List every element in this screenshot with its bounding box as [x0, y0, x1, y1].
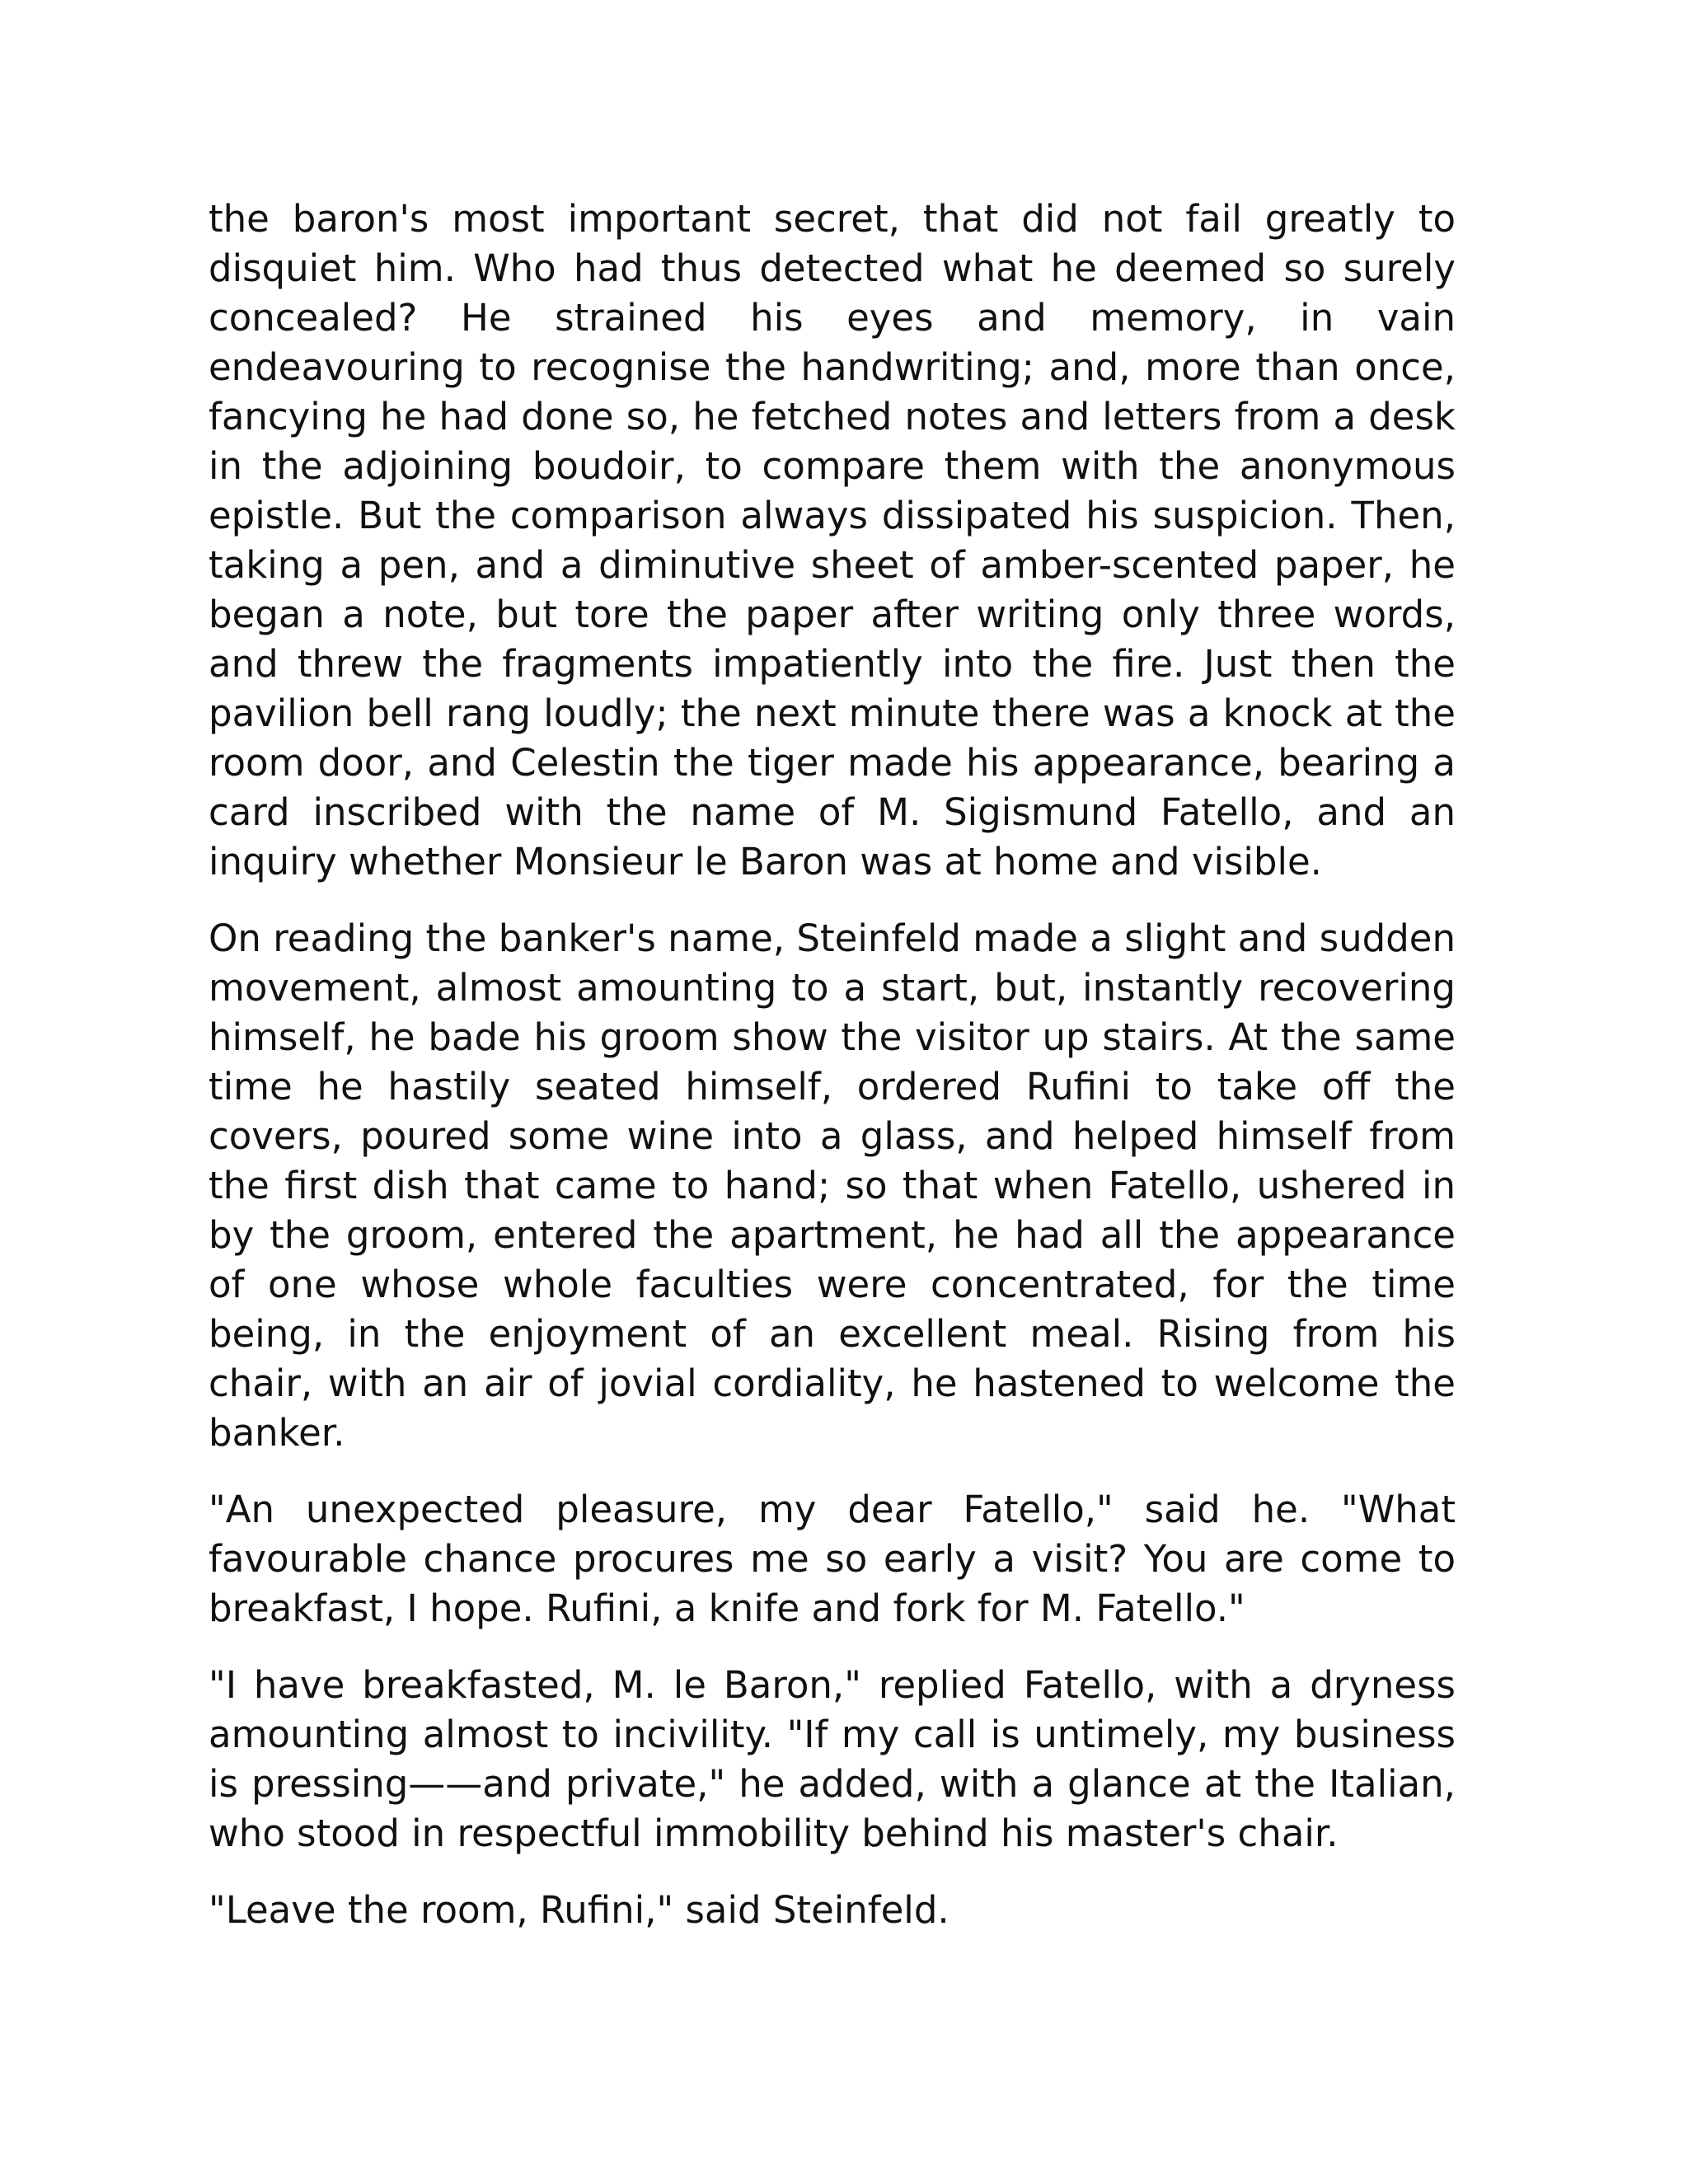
paragraph: the baron's most important secret, that did not fail greatly to disquiet him. Who had thus detected what he deemed so surely concealed? He strained his eyes and memory, in vain endeavouring to recognise the handwriting; and, more than once, fancying he had done so, he fetched notes and letters from a desk in the adjoining boudoir, to compare them with the anonymous epistle. But the comparison always dissipated his suspicion. Then, taking a pen, and a diminutive sheet of amber-scented paper, he began a note, but tore the paper after writing only three words, and threw the fragments impatiently into the fire. Just then the pavilion bell rang loudly; the next minute there was a knock at the room door, and Celestin the tiger made his appearance, bearing a card inscribed with the name of M. Sigismund Fatello, and an inquiry whether Monsieur le Baron was at home and visible.	[209, 197, 1456, 883]
paragraph: "I have breakfasted, M. le Baron," replied Fatello, with a dryness amounting almost to incivility. "If my call is untimely, my business is pressing——and private," he added, with a glance at the Italian, who stood in respectful immobility behind his master's chair.	[209, 1663, 1456, 1855]
paragraph: "Leave the room, Rufini," said Steinfeld.	[209, 1888, 950, 1932]
paragraph: On reading the banker's name, Steinfeld made a slight and sudden movement, almost amounting to a start, but, instantly recovering himself, he bade his groom show the visitor up stairs. At the same time he hastily seated himself, ordered Rufini to take off the covers, poured some wine into a glass, and helped himself from the first dish that came to hand; so that when Fatello, ushered in by the groom, entered the apartment, he had all the appearance of one whose whole faculties were concentrated, for the time being, in the enjoyment of an excellent meal. Rising from his chair, with an air of jovial cordiality, he hastened to welcome the banker.	[209, 916, 1456, 1455]
page-body	[209, 194, 1456, 1935]
paragraph: "An unexpected pleasure, my dear Fatello," said he. "What favourable chance procures me so early a visit? You are come to breakfast, I hope. Rufini, a knife and fork for M. Fatello."	[209, 1488, 1456, 1630]
